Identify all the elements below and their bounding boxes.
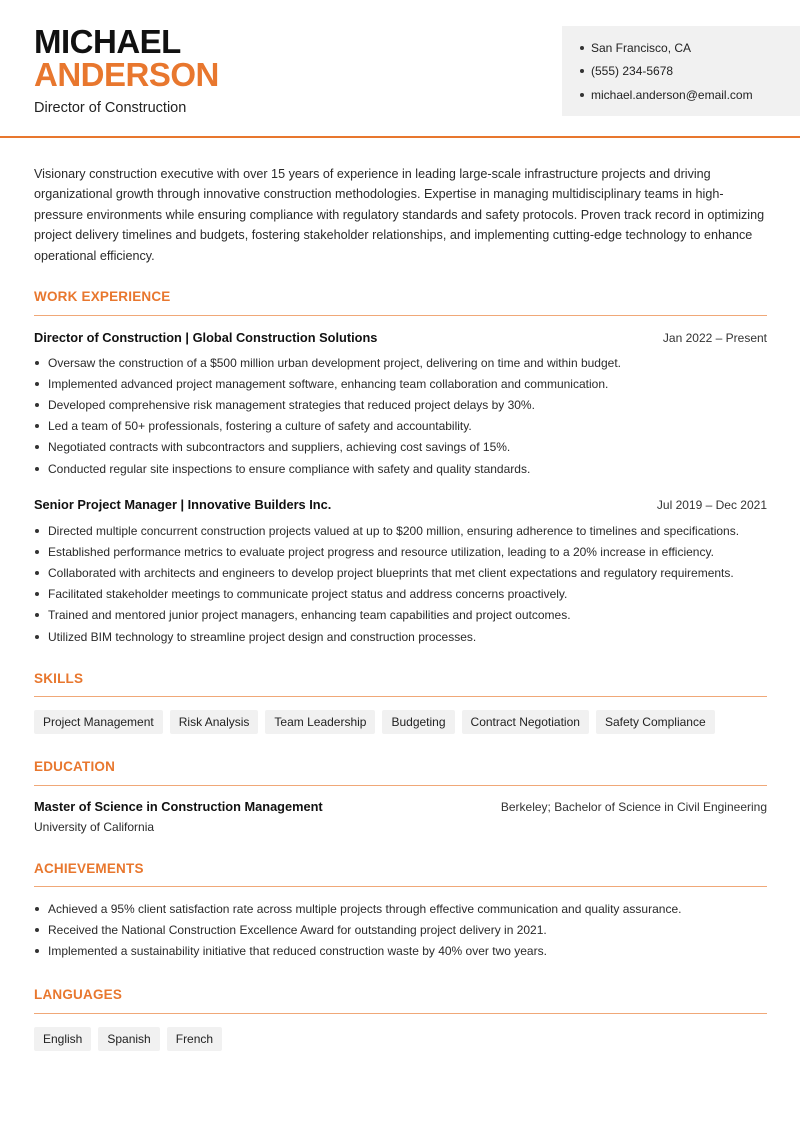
bullet-icon <box>580 93 584 97</box>
list-item <box>34 437 774 458</box>
bullet-icon <box>35 928 39 932</box>
job-role: Senior Project Manager | Innovative Builders Inc. <box>34 497 332 512</box>
list-item-text: Collaborated with architects and engineers to develop project blueprints that met client expectations and regulatory requirements. <box>48 565 734 580</box>
contact-email[interactable] <box>580 83 800 107</box>
contact-phone <box>580 60 800 84</box>
education-heading: EDUCATION <box>34 759 116 774</box>
contact-phone-text: (555) 234-5678 <box>591 64 674 79</box>
job-header <box>34 330 767 345</box>
language-tag: French <box>167 1027 222 1051</box>
job-role: Director of Construction | Global Construction Solutions <box>34 330 378 345</box>
job-title: Director of Construction <box>34 100 187 116</box>
list-item <box>34 541 774 562</box>
list-item-text: Facilitated stakeholder meetings to communicate project status and address concerns proactively. <box>48 587 568 602</box>
skills-heading: SKILLS <box>34 671 84 686</box>
language-tag: English <box>34 1027 91 1051</box>
job-bullets <box>34 352 774 479</box>
bullet-icon <box>35 445 39 449</box>
list-item <box>34 458 774 479</box>
bullet-icon <box>35 361 39 365</box>
first-name: MICHAEL <box>34 23 181 60</box>
list-item <box>34 940 774 961</box>
last-name: ANDERSON <box>34 56 219 93</box>
bullet-icon <box>35 529 39 533</box>
languages-list <box>34 1027 222 1051</box>
list-item-text: Led a team of 50+ professionals, fostering a culture of safety and accountability. <box>48 419 472 434</box>
list-item-text: Trained and mentored junior project managers, enhancing team capabilities and project outcomes. <box>48 608 571 623</box>
job-bullets <box>34 520 774 647</box>
section-divider <box>34 886 767 887</box>
summary-paragraph: Visionary construction executive with over 15 years of experience in leading large-scale infrastructure projects and driving organizational growth through innovative construction methodologies. Expertise in managing multidisciplinary teams in high-pressure environments while ensuring compliance with regulatory standards and safety protocols. Proven track record in optimizing project delivery timelines and budgets, fostering stakeholder relationships, and implementing cutting-edge technology to enhance operational efficiency. <box>34 167 765 263</box>
education-degree: Master of Science in Construction Management <box>34 799 323 814</box>
skill-tag: Contract Negotiation <box>462 710 589 734</box>
resume-header <box>0 0 800 138</box>
skills-list <box>34 710 715 734</box>
section-divider <box>34 696 767 697</box>
list-item <box>34 562 774 583</box>
bullet-icon <box>35 403 39 407</box>
bullet-icon <box>35 949 39 953</box>
contact-email-text[interactable]: michael.anderson@email.com <box>591 87 753 102</box>
bullet-icon <box>580 46 584 50</box>
contact-location-text: San Francisco, CA <box>591 40 692 55</box>
section-divider <box>34 315 767 316</box>
list-item <box>34 520 774 541</box>
bullet-icon <box>35 635 39 639</box>
bullet-icon <box>35 592 39 596</box>
contact-box <box>562 26 800 116</box>
list-item-text: Conducted regular site inspections to ensure compliance with safety and quality standards. <box>48 461 531 476</box>
achievements-list <box>34 898 774 962</box>
list-item-text: Achieved a 95% client satisfaction rate across multiple projects through effective communication and quality assurance. <box>48 901 682 916</box>
list-item-text: Oversaw the construction of a $500 million urban development project, delivering on time and within budget. <box>48 355 621 370</box>
education-school: University of California <box>34 820 155 834</box>
bullet-icon <box>35 382 39 386</box>
education-row <box>34 799 767 814</box>
skill-tag: Safety Compliance <box>596 710 715 734</box>
skill-tag: Budgeting <box>382 710 454 734</box>
list-item-text: Directed multiple concurrent construction projects valued at up to $200 million, ensuring adherence to timelines and specifications. <box>48 523 740 538</box>
bullet-icon <box>35 613 39 617</box>
skill-tag: Team Leadership <box>265 710 375 734</box>
bullet-icon <box>35 550 39 554</box>
work-experience-heading: WORK EXPERIENCE <box>34 289 171 304</box>
list-item-text: Developed comprehensive risk management strategies that reduced project delays by 30%. <box>48 397 535 412</box>
section-divider <box>34 1013 767 1014</box>
bullet-icon <box>35 424 39 428</box>
job-dates: Jul 2019 – Dec 2021 <box>656 498 767 512</box>
list-item-text: Negotiated contracts with subcontractors and suppliers, achieving cost savings of 15%. <box>48 440 511 455</box>
contact-location <box>580 36 800 60</box>
list-item-text: Implemented advanced project management software, enhancing team collaboration and communication. <box>48 376 609 391</box>
skill-tag: Project Management <box>34 710 163 734</box>
list-item <box>34 919 774 940</box>
list-item <box>34 584 774 605</box>
job-dates: Jan 2022 – Present <box>662 331 767 345</box>
list-item <box>34 394 774 415</box>
bullet-icon <box>35 467 39 471</box>
list-item-text: Established performance metrics to evaluate project progress and resource utilization, leading to a 20% increase in efficiency. <box>48 544 714 559</box>
job-header <box>34 497 767 512</box>
bullet-icon <box>580 69 584 73</box>
list-item <box>34 898 774 919</box>
list-item-text: Implemented a sustainability initiative that reduced construction waste by 40% over two years. <box>48 943 547 958</box>
achievements-heading: ACHIEVEMENTS <box>34 861 144 876</box>
education-entry <box>34 799 767 834</box>
list-item <box>34 416 774 437</box>
section-divider <box>34 785 767 786</box>
education-detail: Berkeley; Bachelor of Science in Civil Engineering <box>500 800 767 814</box>
language-tag: Spanish <box>98 1027 159 1051</box>
list-item-text: Received the National Construction Excellence Award for outstanding project delivery in 2021. <box>48 922 547 937</box>
languages-heading: LANGUAGES <box>34 987 123 1002</box>
list-item <box>34 352 774 373</box>
list-item <box>34 626 774 647</box>
bullet-icon <box>35 571 39 575</box>
skill-tag: Risk Analysis <box>170 710 259 734</box>
bullet-icon <box>35 907 39 911</box>
list-item <box>34 373 774 394</box>
list-item-text: Utilized BIM technology to streamline project design and construction processes. <box>48 629 477 644</box>
list-item <box>34 605 774 626</box>
